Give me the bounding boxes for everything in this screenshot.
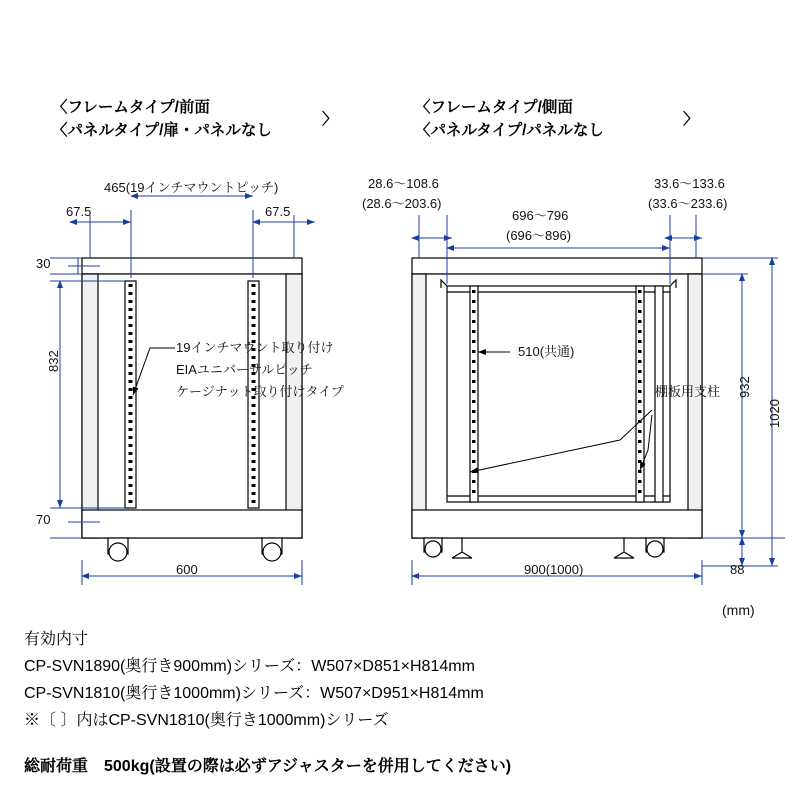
dim-side-top-range-2: (696〜896) <box>506 228 572 243</box>
note-line-4: ※〔 〕内はCP-SVN1810(奥行き1000mm)シリーズ <box>24 712 389 729</box>
dim-front-top: 30 <box>36 256 51 271</box>
unit-label: (mm) <box>722 602 755 618</box>
dim-front-width: 600 <box>176 562 198 577</box>
dim-front-bottom: 70 <box>36 512 51 527</box>
dim-mount-pitch: 465(19インチマウントピッチ) <box>104 180 279 195</box>
dim-caster-height: 88 <box>730 562 745 577</box>
label-shelf-post: 棚板用支柱 <box>655 384 721 399</box>
note-line-1: 有効内寸 <box>24 631 89 648</box>
front-view-title-line2: 〈パネルタイプ/扉・パネルなし <box>52 122 272 139</box>
dim-side-width: 900(1000) <box>524 562 584 577</box>
callout-mount-line2: EIAユニバーサルピッチ <box>176 362 313 377</box>
dim-side-left-range-1: 28.6〜108.6 <box>368 176 439 191</box>
dim-side-932: 932 <box>737 376 752 398</box>
dim-left-offset: 67.5 <box>66 204 92 219</box>
note-line-2: CP-SVN1890(奥行き900mm)シリーズ：W507×D851×H814mm <box>24 658 475 675</box>
dim-right-offset: 67.5 <box>265 204 291 219</box>
callout-mount-line1: 19インチマウント取り付け <box>176 340 334 355</box>
dim-inner-depth: 510(共通) <box>518 344 575 359</box>
side-view-title-close: 〉 <box>683 111 699 128</box>
callout-mount-line3: ケージナット取り付けタイプ <box>176 384 344 399</box>
front-view-title-line1: 〈フレームタイプ/前面 <box>52 99 210 116</box>
dim-front-832: 832 <box>46 350 61 372</box>
dim-side-1020: 1020 <box>767 399 782 428</box>
dim-side-left-range-2: (28.6〜203.6) <box>362 196 442 211</box>
side-view-title-line1: 〈フレームタイプ/側面 <box>415 99 573 116</box>
dim-side-right-range-1: 33.6〜133.6 <box>654 176 725 191</box>
note-line-3: CP-SVN1810(奥行き1000mm)シリーズ：W507×D951×H814mm <box>24 685 484 702</box>
dim-side-right-range-2: (33.6〜233.6) <box>648 196 728 211</box>
note-line-5: 総耐荷重 500kg(設置の際は必ずアジャスターを併用してください) <box>24 758 512 775</box>
dim-side-top-range-1: 696〜796 <box>512 208 569 223</box>
front-view-title-close: 〉 <box>322 111 338 128</box>
side-view-title-line2: 〈パネルタイプ/パネルなし <box>415 122 604 139</box>
